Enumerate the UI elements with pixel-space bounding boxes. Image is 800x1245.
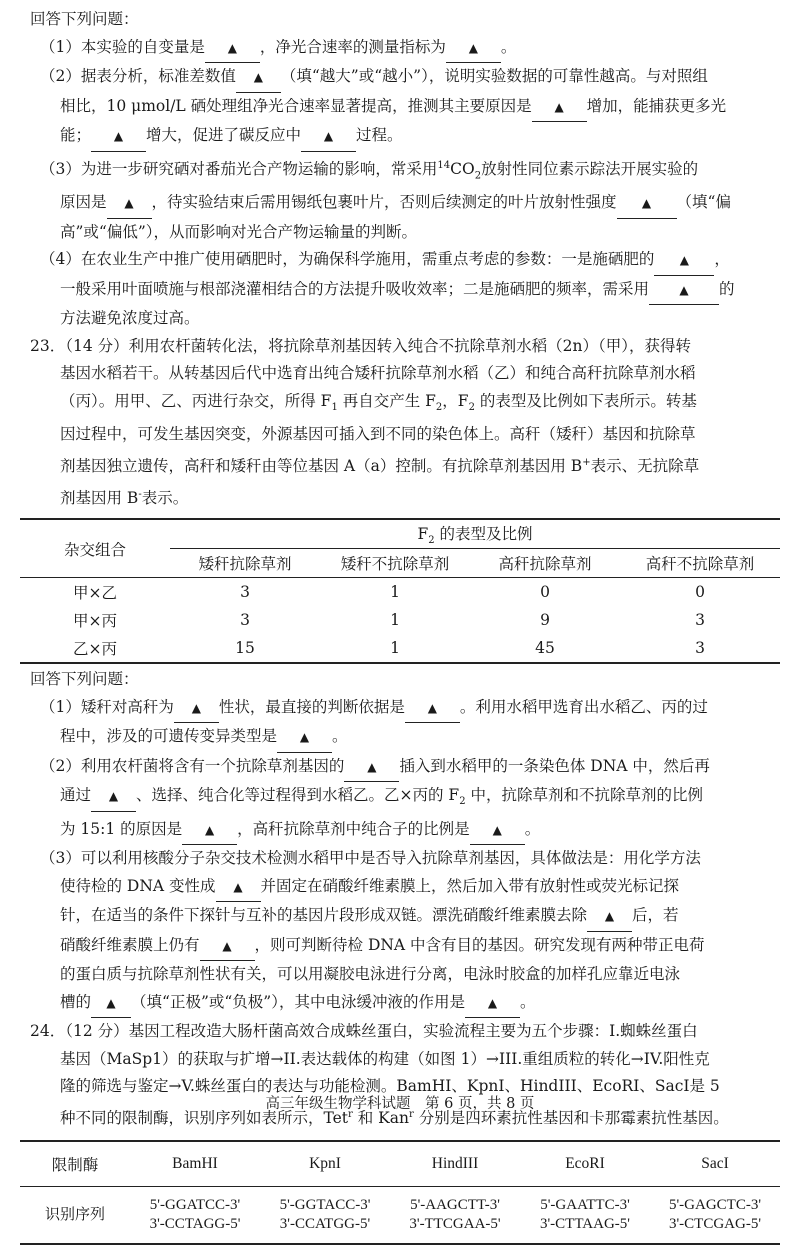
answer-blank[interactable]	[617, 189, 677, 219]
recognition-sequence: 5'-AAGCTT-3' 3'-TTCGAA-5'	[390, 1187, 520, 1245]
q23-part2: （2）利用农杆菌将含有一个抗除草剂基因的▲ 插入到水稻甲的一条染色体 DNA 中，然后再 通过▲ 、选择、纯合化等过程得到水稻乙。乙×丙的 $F_2$ 中，抗除草剂和不抗除草剂的比例 为 15:1 的原因是▲ ，高秆抗除草剂中纯合子的比例是▲ 。	[30, 753, 780, 846]
answer-blank[interactable]	[465, 989, 520, 1019]
q22-part2: （2）据表分析，标准差数值▲ （填“越大”或“越小”），说明实验数据的可靠性越高。与对照组 相比，10 μmol/L 硒处理组净光合速率显著提高，推测其主要原因是▲ 增加，能捕获更多光 能；▲ 增大，促进了碳反应中▲ 过程。	[30, 63, 780, 152]
answer-blank[interactable]	[182, 816, 237, 846]
table-row: 甲×乙 3 1 0 0	[20, 578, 780, 607]
answer-blank[interactable]	[470, 816, 525, 846]
answer-blank[interactable]	[654, 246, 714, 276]
answer-blank[interactable]	[344, 753, 399, 783]
enzyme-name: BamHI	[130, 1141, 260, 1187]
answer-blank[interactable]	[301, 122, 356, 152]
row-header-sequence: 识别序列	[20, 1187, 130, 1245]
col-header-cross: 杂交组合	[20, 519, 170, 578]
q24-intro: 24．（12 分）基因工程改造大肠杆菌高效合成蛛丝蛋白，实验流程主要为五个步骤：I.蜘蛛丝蛋白 基因（MaSp1）的获取与扩增→II.表达载体的构建（如图 1）→III.重组质粒的转化→IV.阳性克 隆的筛选与鉴定→V.蛛丝蛋白的表达与功能检测。BamHI、KpnI、HindIII、EcoRI、SacI是 5 种不同的限制酶，识别序列如表所示，Tet$^r$ 和 Kan$^r$ 分别是四环素抗性基因和卡那霉素抗性基因。	[30, 1022, 729, 1127]
answer-blank[interactable]	[236, 63, 281, 93]
exam-page	[30, 6, 780, 1245]
table-row: 甲×丙 3 1 9 3	[73, 611, 705, 631]
enzyme-name: HindIII	[390, 1141, 520, 1187]
answer-blank[interactable]	[174, 694, 219, 724]
answer-blank[interactable]	[91, 782, 136, 812]
q22-part1: （1）本实验的自变量是▲ ，净光合速率的测量指标为▲ 。	[30, 34, 780, 64]
col-header: 高秆不抗除草剂	[645, 555, 755, 574]
page-footer: 高三年级生物学科试题 第 6 页，共 8 页	[265, 1096, 535, 1112]
row-header-enzyme: 限制酶	[20, 1141, 130, 1187]
answer-blank[interactable]	[405, 694, 460, 724]
q22-part3: （3）为进一步研究硒对番茄光合产物运输的影响，常采用$^{14}CO_2$放射性同位素示踪法开展实验的 原因是▲ ，待实验结束后需用锡纸包裹叶片，否则后续测定的叶片放射性强度▲ （填“偏 高”或“偏低”），从而影响对光合产物运输量的判断。	[30, 152, 780, 247]
q23-part3: （3）可以利用核酸分子杂交技术检测水稻甲中是否导入抗除草剂基因，具体做法是：用化学方法 使待检的 DNA 变性成▲ 并固定在硝酸纤维素膜上，然后加入带有放射性或荧光标记探 针，在适当的条件下探针与互补的基因片段形成双链。漂洗硝酸纤维素膜去除▲ 后，若 硝酸纤维素膜上仍有▲ ，则可判断待检 DNA 中含有目的基因。研究发现有两种带正电荷 的蛋白质与抗除草剂性状有关，可以用凝胶电泳进行分离，电泳时胶盒的加样孔应靠近电泳 槽的▲ （填“正极”或“负极”），其中电泳缓冲液的作用是▲ 。	[30, 845, 780, 1018]
col-header: 矮秆抗除草剂	[198, 555, 292, 574]
answer-blank[interactable]	[532, 93, 587, 123]
recognition-sequence: 5'-GGTACC-3' 3'-CCATGG-5'	[260, 1187, 390, 1245]
col-header: 矮秆不抗除草剂	[340, 555, 450, 574]
enzyme-name: EcoRI	[520, 1141, 650, 1187]
q23-part1: （1）矮秆对高秆为▲ 性状，最直接的判断依据是▲ 。利用水稻甲选育出水稻乙、丙的过 程中，涉及的可遗传变异类型是▲ 。	[30, 694, 780, 753]
recognition-sequence: 5'-GAGCTC-3' 3'-CTCGAG-5'	[650, 1187, 780, 1245]
answer-blank[interactable]	[107, 189, 152, 219]
recognition-sequence: 5'-GAATTC-3' 3'-CTTAAG-5'	[520, 1187, 650, 1245]
q23-questions-header: 回答下列问题：	[30, 670, 139, 689]
q22-part4: （4）在农业生产中推广使用硒肥时，为确保科学施用，需重点考虑的参数：一是施硒肥的▲ ， 一般采用叶面喷施与根部浇灌相结合的方法提升吸收效率；二是施硒肥的频率，需采用▲ 的 方法避免浓度过高。	[30, 246, 780, 333]
enzyme-name: SacI	[650, 1141, 780, 1187]
answer-blank[interactable]	[200, 932, 255, 962]
table-row: 乙×丙 15 1 45 3	[20, 634, 780, 663]
answer-blank[interactable]	[91, 122, 146, 152]
restriction-enzyme-table	[20, 1140, 780, 1245]
answer-blank[interactable]	[205, 34, 260, 64]
recognition-sequence: 5'-GGATCC-3' 3'-CCTAGG-5'	[130, 1187, 260, 1245]
answer-blank[interactable]	[277, 723, 332, 753]
q22-questions-header: 回答下列问题：	[30, 10, 139, 28]
answer-blank[interactable]	[91, 989, 131, 1019]
answer-blank[interactable]	[649, 276, 719, 306]
col-group-header: $F_2$ 的表型及比例	[170, 519, 780, 549]
answer-blank[interactable]	[587, 902, 632, 932]
f2-phenotype-table	[20, 518, 780, 664]
answer-blank[interactable]	[446, 34, 501, 64]
q23-intro: 23．（14 分）利用农杆菌转化法，将抗除草剂基因转入纯合不抗除草剂水稻（2n）（甲），获得转 基因水稻若干。从转基因后代中选育出纯合矮秆抗除草剂水稻（乙）和纯合高秆抗除草剂水稻 （丙）。用甲、乙、丙进行杂交，所得 $F_1$ 再自交产生 $F_2$，$F_2$ 的表型及比例如下表所示。转基 因过程中，可发生基因突变，外源基因可插入到不同的染色体上。高秆（矮秆）基因和抗除草 剂基因独立遗传，高秆和矮秆由等位基因 A（a）控制。有抗除草剂基因用 B+表示、无抗除草 剂基因用 B-表示。	[30, 336, 700, 507]
col-header: 高秆抗除草剂	[498, 555, 592, 574]
answer-blank[interactable]	[216, 873, 261, 903]
enzyme-name: KpnI	[260, 1141, 390, 1187]
